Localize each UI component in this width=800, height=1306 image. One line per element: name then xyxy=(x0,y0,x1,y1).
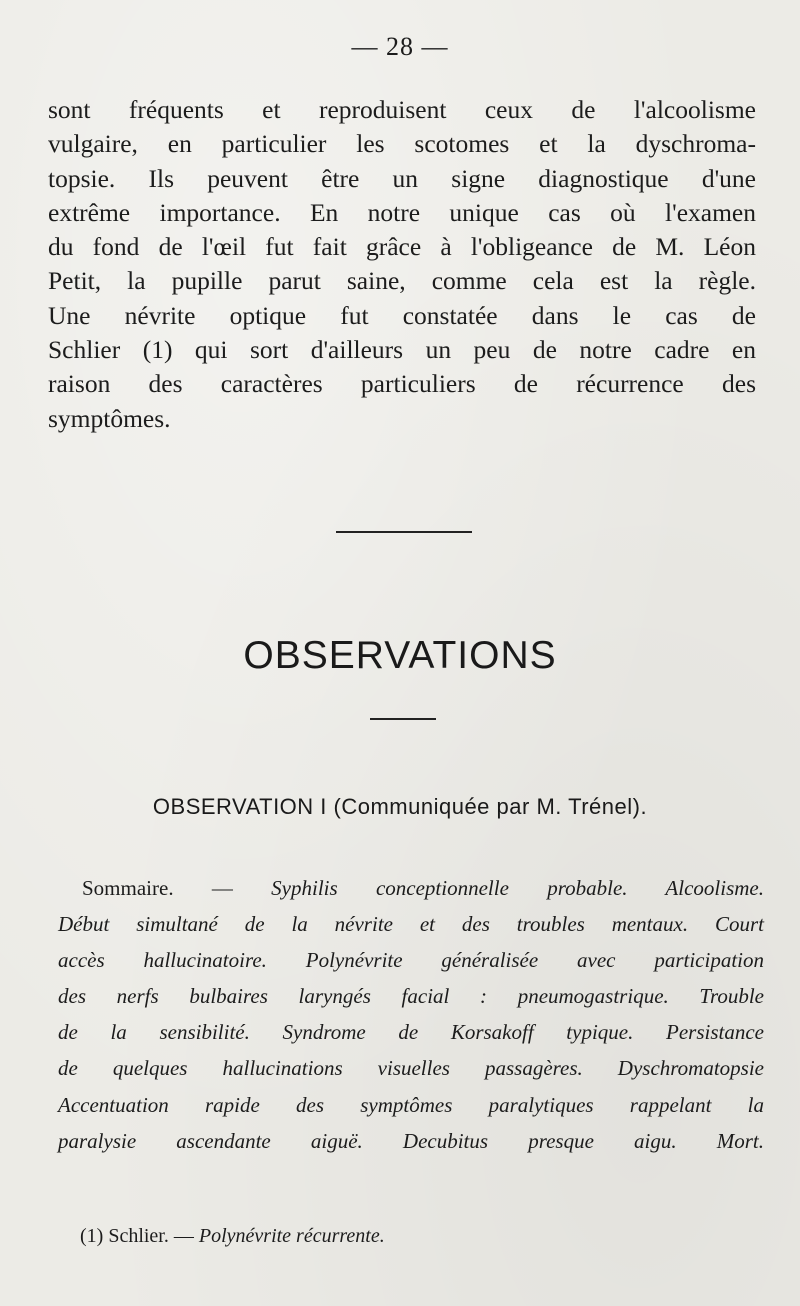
summary-first-line xyxy=(58,870,764,906)
summary-line: de la sensibilité. Syndrome de Korsakoff typique. Persistance xyxy=(58,1020,764,1045)
footnote-reference: (1) Schlier. — xyxy=(80,1225,199,1247)
body-line: topsie. Ils peuvent être un signe diagnostique d'une xyxy=(48,163,756,193)
footnote xyxy=(80,1222,385,1250)
body-line: Une névrite optique fut constatée dans le cas de xyxy=(48,300,756,330)
body-line: du fond de l'œil fut fait grâce à l'obligeance de M. Léon xyxy=(48,232,756,262)
summary-line: accès hallucinatoire. Polynévrite généralisée avec participation xyxy=(58,948,764,973)
heading-divider xyxy=(370,718,436,720)
summary-text: Syphilis conceptionnelle probable. Alcoolisme. xyxy=(271,876,764,900)
body-line: Schlier (1) qui sort d'ailleurs un peu de notre cadre en xyxy=(48,335,756,365)
body-line: sont fréquents et reproduisent ceux de l'alcoolisme xyxy=(48,95,756,124)
observation-summary xyxy=(58,870,764,1159)
footnote-text: Polynévrite récurrente. xyxy=(198,1225,385,1247)
section-heading: OBSERVATIONS xyxy=(243,634,557,677)
body-line: symptômes. xyxy=(48,403,171,433)
summary-line: Début simultané de la névrite et des troubles mentaux. Court xyxy=(58,912,764,937)
summary-label: Sommaire. — xyxy=(82,876,272,900)
observation-title: OBSERVATION I (Communiquée par M. Trénel). xyxy=(152,794,648,819)
body-paragraph xyxy=(48,93,756,436)
summary-line: paralysie ascendante aiguë. Decubitus presque aigu. Mort. xyxy=(58,1128,764,1153)
body-line: Petit, la pupille parut saine, comme cela est la règle. xyxy=(48,266,756,296)
page-number: — 28 — xyxy=(351,32,449,61)
summary-line: des nerfs bulbaires laryngés facial : pneumogastrique. Trouble xyxy=(58,984,764,1009)
summary-line: de quelques hallucinations visuelles passagères. Dyschromatopsie xyxy=(58,1056,764,1081)
body-line: raison des caractères particuliers de récurrence des xyxy=(48,369,756,399)
body-line: vulgaire, en particulier les scotomes et la dyschroma- xyxy=(48,129,756,159)
section-divider xyxy=(336,531,472,533)
summary-line: Accentuation rapide des symptômes paralytiques rappelant la xyxy=(58,1092,764,1117)
body-line: extrême importance. En notre unique cas où l'examen xyxy=(48,197,756,227)
